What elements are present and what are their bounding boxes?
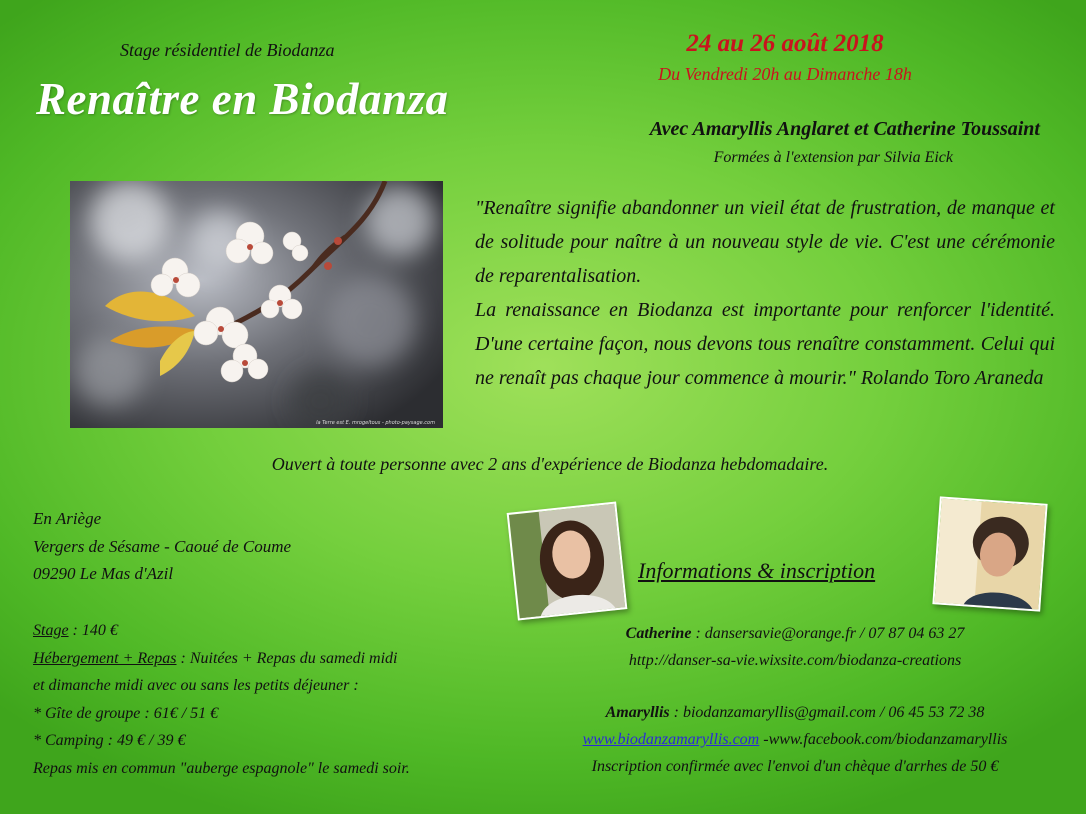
contact-block	[505, 620, 1085, 780]
quote-paragraph-2: La renaissance en Biodanza est importante pour renforcer l'identité. D'une certaine façon, nous devons tous renaître constamment. Celui qui ne renaît pas chaque jour commence à mourir." Rolando Toro Araneda	[475, 299, 1055, 389]
location-block	[33, 505, 291, 588]
lodging-text: : Nuitées + Repas du samedi midi	[176, 649, 398, 667]
location-region: En Ariège	[33, 509, 102, 528]
catherine-site: http://danser-sa-vie.wixsite.com/biodanza-creations	[628, 652, 962, 669]
spacer	[505, 674, 1085, 699]
event-times: Du Vendredi 20h au Dimanche 18h	[658, 64, 912, 84]
quote-block	[475, 191, 1055, 395]
amaryllis-name: Amaryllis	[605, 704, 670, 721]
camping-price: * Camping : 49 € / 39 €	[33, 732, 186, 749]
gite-price: * Gîte de groupe : 61€ / 51 €	[33, 704, 219, 722]
info-heading: Informations & inscription	[638, 558, 876, 583]
amaryllis-line	[505, 699, 1085, 726]
meals-note: Repas mis en commun "auberge espagnole" le samedi soir.	[33, 759, 410, 777]
lodging-line-2: et dimanche midi avec ou sans les petits déjeuner :	[33, 677, 359, 694]
lodging-line	[33, 645, 410, 673]
amaryllis-facebook: -www.facebook.com/biodanzamaryllis	[759, 731, 1008, 748]
location-place: Vergers de Sésame - Caoué de Coume	[33, 536, 292, 556]
blossom-photo	[70, 181, 443, 428]
portrait-amaryllis	[932, 496, 1047, 611]
event-dates: 24 au 26 août 2018	[686, 30, 884, 57]
photo-credit: la Terre est E. mrogeltous - photo-paysage.com	[316, 420, 435, 426]
catherine-line	[505, 620, 1085, 647]
stage-value: : 140 €	[68, 622, 118, 639]
amaryllis-contact: : biodanzamaryllis@gmail.com / 06 45 53 72 38	[669, 704, 985, 721]
confirmation-note: Inscription confirmée avec l'envoi d'un chèque d'arrhes de 50 €	[591, 758, 999, 775]
facilitators: Avec Amaryllis Anglaret et Catherine Toussaint	[649, 118, 1040, 140]
amaryllis-web-line	[505, 726, 1085, 753]
catherine-contact: : dansersavie@orange.fr / 07 87 04 63 27	[691, 625, 965, 642]
lodging-label: Hébergement + Repas	[33, 649, 177, 667]
event-subtitle: Stage résidentiel de Biodanza	[120, 40, 335, 60]
location-postal: 09290 Le Mas d'Azil	[33, 564, 174, 583]
trained-by: Formées à l'extension par Silvia Eick	[713, 149, 953, 166]
amaryllis-website-link[interactable]: www.biodanzamaryllis.com	[582, 731, 760, 748]
portrait-catherine	[507, 502, 628, 621]
stage-price-line	[33, 617, 410, 645]
catherine-name: Catherine	[625, 625, 692, 642]
quote-paragraph-1: "Renaître signifie abandonner un vieil état de frustration, de manque et de solitude pour naître à un nouveau style de vie. C'est une cérémonie de reparentalisation.	[475, 197, 1055, 287]
stage-label: Stage	[33, 622, 69, 639]
page-title: Renaître en Biodanza	[36, 74, 449, 124]
pricing-block	[33, 617, 410, 782]
open-to-notice: Ouvert à toute personne avec 2 ans d'expérience de Biodanza hebdomadaire.	[271, 454, 829, 474]
